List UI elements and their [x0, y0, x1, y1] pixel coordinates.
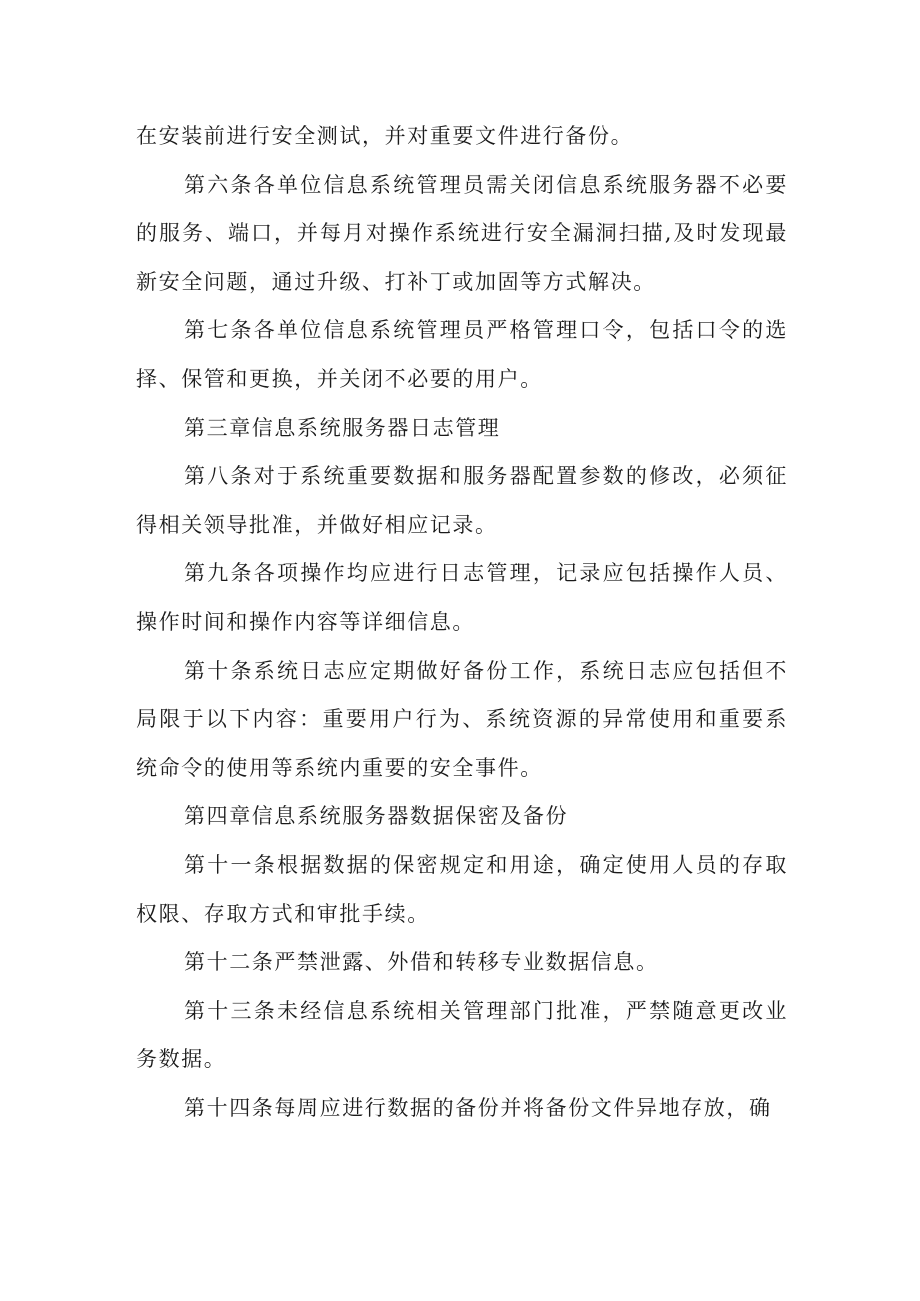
- article-10-paragraph: 第十条系统日志应定期做好备份工作，系统日志应包括但不局限于以下内容：重要用户行为、系统资源的异常使用和重要系统命令的使用等系统内重要的安全事件。: [136, 658, 788, 780]
- article-7-paragraph: 第七条各单位信息系统管理员严格管理口令，包括口令的选择、保管和更换，并关闭不必要的用户。: [136, 318, 788, 391]
- article-11-paragraph: 第十一条根据数据的保密规定和用途，确定使用人员的存取权限、存取方式和审批手续。: [136, 852, 788, 926]
- article-9-paragraph: 第九条各项操作均应进行日志管理，记录应包括操作人员、操作时间和操作内容等详细信息。: [136, 561, 788, 634]
- article-14-paragraph: 第十四条每周应进行数据的备份并将备份文件异地存放，确: [184, 1095, 772, 1120]
- article-12-paragraph: 第十二条严禁泄露、外借和转移专业数据信息。: [184, 950, 659, 975]
- document-body: [136, 112, 788, 1132]
- chapter-4-heading: 第四章信息系统服务器数据保密及备份: [184, 804, 569, 829]
- chapter-3-heading: 第三章信息系统服务器日志管理: [184, 415, 501, 440]
- article-6-paragraph: 第六条各单位信息系统管理员需关闭信息系统服务器不必要的服务、端口，并每月对操作系统进行安全漏洞扫描,及时发现最新安全问题，通过升级、打补丁或加固等方式解决。: [136, 172, 788, 294]
- paragraph-continuation: 在安装前进行安全测试，并对重要文件进行备份。: [136, 124, 634, 148]
- article-8-paragraph: 第八条对于系统重要数据和服务器配置参数的修改，必须征得相关领导批准，并做好相应记录。: [136, 464, 788, 537]
- article-13-paragraph: 第十三条未经信息系统相关管理部门批准，严禁随意更改业务数据。: [136, 998, 788, 1072]
